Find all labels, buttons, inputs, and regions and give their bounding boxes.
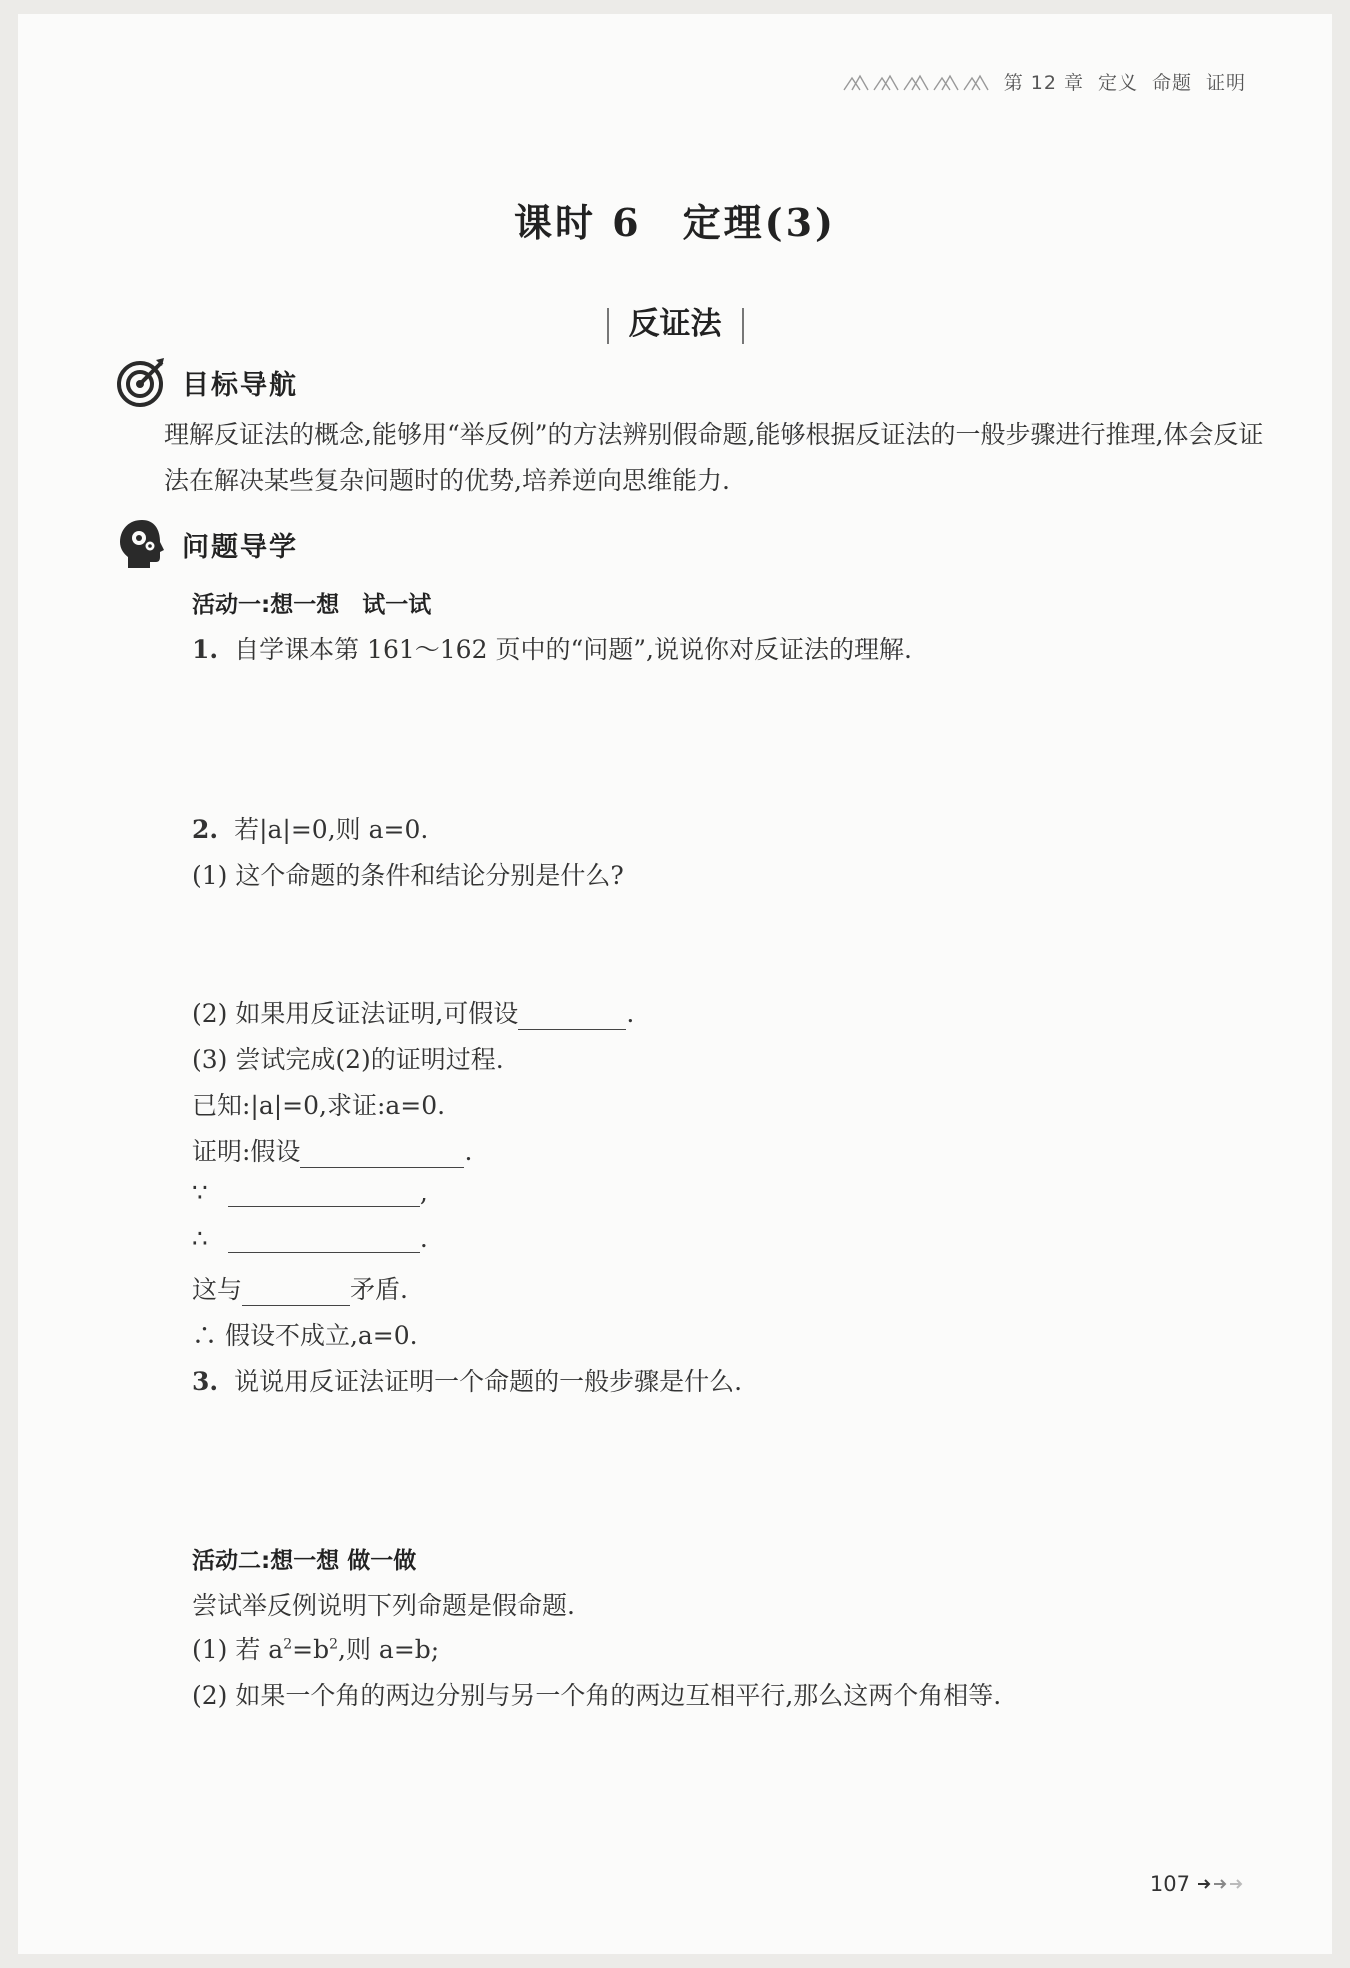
- lesson-title: 课时 6 定理(3): [513, 200, 837, 245]
- question-2-part-1: (1) 这个命题的条件和结论分别是什么?: [192, 861, 624, 890]
- head-gears-icon: [114, 516, 170, 572]
- chapter-label: 第 12 章: [1003, 72, 1084, 94]
- mountain-peaks-icon: [842, 72, 990, 92]
- title-divider-left: [607, 308, 609, 344]
- proof-conclusion: ∴ 假设不成立,a=0.: [192, 1321, 418, 1350]
- contradiction-blank[interactable]: [242, 1278, 350, 1306]
- proof-assumption-blank[interactable]: [300, 1140, 464, 1168]
- workbook-page: [18, 14, 1332, 1954]
- question-2-number: 2.: [192, 815, 219, 844]
- activity2-intro: 尝试举反例说明下列命题是假命题.: [192, 1591, 575, 1620]
- activity2-title: 活动二:想一想 做一做: [192, 1548, 417, 1574]
- running-header: [842, 68, 1246, 95]
- section-title: [18, 298, 1332, 344]
- question-2-part-2-period: .: [626, 999, 635, 1028]
- because-blank[interactable]: [228, 1179, 420, 1207]
- therefore-blank[interactable]: [228, 1225, 420, 1253]
- activity2-item-1: [192, 1630, 439, 1666]
- question-2-part-3: (3) 尝试完成(2)的证明过程.: [192, 1045, 504, 1074]
- goals-heading-text: 目标导航: [182, 369, 298, 401]
- question-3: [192, 1362, 742, 1398]
- because-comma: ,: [419, 1178, 428, 1207]
- proof-assumption-line: [192, 1132, 472, 1168]
- arrows-right-icon: [1196, 1877, 1246, 1891]
- section-title-text: 反证法: [628, 306, 722, 342]
- therefore-period: .: [419, 1224, 428, 1253]
- guide-heading-text: 问题导学: [182, 531, 298, 563]
- proof-suffix: .: [464, 1137, 473, 1166]
- contradiction-prefix: 这与: [192, 1275, 243, 1304]
- question-2-text: 若|a|=0,则 a=0.: [234, 815, 429, 844]
- contradiction-line: [192, 1270, 408, 1306]
- goals-paragraph: 理解反证法的概念,能够用“举反例”的方法辨别假命题,能够根据反证法的一般步骤进行推理,体会反证法在解决某些复杂问题时的优势,培养逆向思维能力.: [164, 420, 1264, 495]
- topic-definition: 定义: [1097, 72, 1138, 94]
- page-number: 107: [1149, 1872, 1190, 1896]
- assumption-blank[interactable]: [518, 1002, 626, 1030]
- item-1-exponent-a: 2: [283, 1636, 293, 1653]
- topic-proof: 证明: [1205, 72, 1246, 94]
- item-1-suffix: ,则 a=b;: [338, 1635, 440, 1664]
- topic-proposition: 命题: [1151, 72, 1192, 94]
- goals-heading: [114, 354, 298, 410]
- item-1-exponent-b: 2: [329, 1636, 339, 1653]
- question-3-number: 3.: [192, 1367, 219, 1396]
- question-1-number: 1.: [192, 635, 219, 664]
- because-line: [192, 1178, 428, 1207]
- title-divider-right: [742, 308, 744, 344]
- item-1-prefix: (1) 若 a: [192, 1635, 284, 1664]
- goals-text: [114, 412, 1266, 504]
- question-2: [192, 810, 428, 846]
- question-2-part-2: [192, 994, 634, 1030]
- therefore-line: [192, 1224, 428, 1253]
- because-symbol: ∵: [192, 1178, 208, 1207]
- activity1-title: 活动一:想一想 试一试: [192, 592, 432, 618]
- item-1-middle: =b: [292, 1635, 330, 1664]
- question-2-part-2-text: (2) 如果用反证法证明,可假设: [192, 999, 519, 1028]
- contradiction-suffix: 矛盾.: [350, 1275, 408, 1304]
- question-1: [192, 630, 912, 666]
- proof-prefix: 证明:假设: [192, 1137, 301, 1166]
- question-1-text: 自学课本第 161～162 页中的“问题”,说说你对反证法的理解.: [234, 635, 912, 664]
- given-statement: 已知:|a|=0,求证:a=0.: [192, 1091, 446, 1120]
- guide-heading: [114, 516, 298, 572]
- page-footer: [1150, 1872, 1246, 1896]
- activity2-item-2: (2) 如果一个角的两边分别与另一个角的两边互相平行,那么这两个角相等.: [192, 1681, 1002, 1710]
- therefore-symbol: ∴: [192, 1224, 208, 1253]
- question-3-text: 说说用反证法证明一个命题的一般步骤是什么.: [234, 1367, 743, 1396]
- target-icon: [114, 354, 170, 410]
